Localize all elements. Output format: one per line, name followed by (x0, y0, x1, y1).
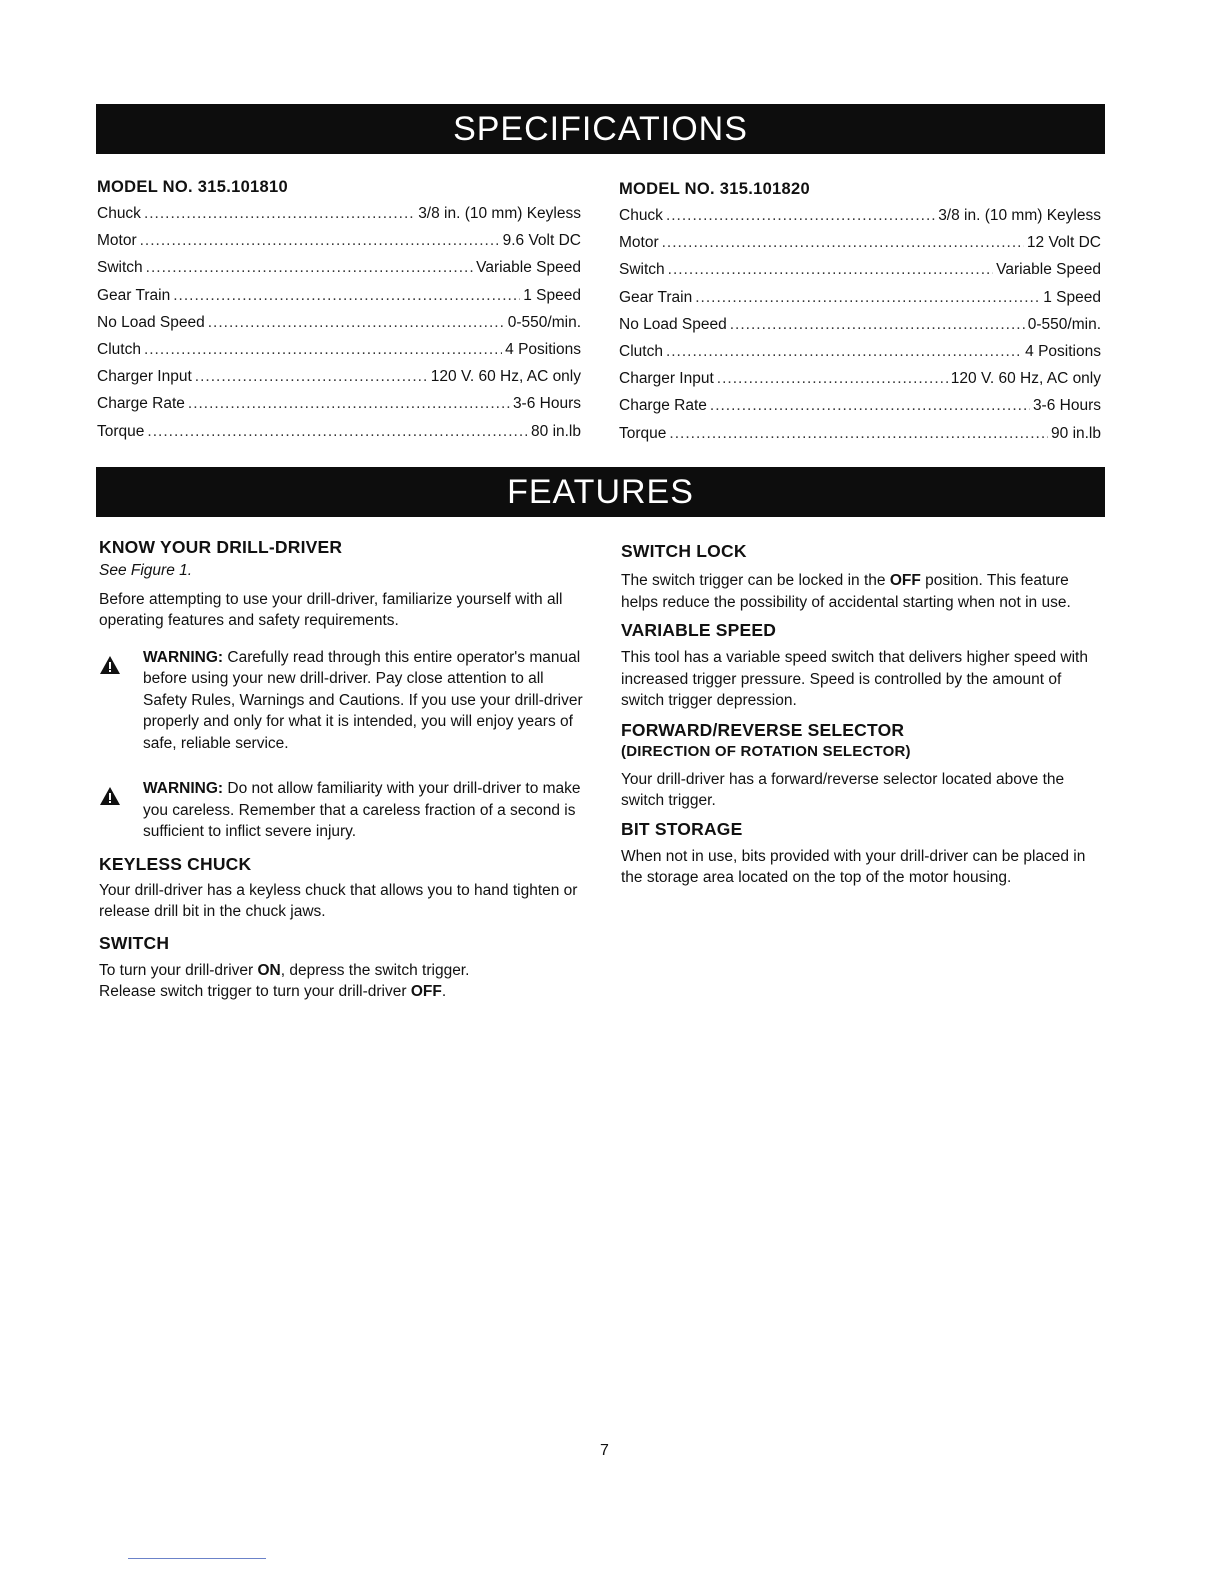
leader-dots (730, 316, 1025, 334)
spec-value: 120 V. 60 Hz, AC only (430, 368, 581, 386)
spec-label: Torque (619, 424, 667, 442)
spec-value: 120 V. 60 Hz, AC only (950, 370, 1101, 388)
warning-triangle-icon (99, 655, 121, 675)
model-number: MODEL NO. 315.101810 (97, 178, 288, 196)
specifications-heading: SPECIFICATIONS (453, 109, 748, 148)
leader-dots (195, 368, 428, 386)
spec-row (619, 397, 1101, 424)
spec-column-model-1 (97, 178, 581, 450)
switch-lock-body (621, 570, 1105, 613)
features-right-column (621, 540, 1105, 889)
leader-dots (666, 207, 935, 225)
spec-row (619, 234, 1101, 261)
spec-row (97, 287, 581, 314)
spec-row (619, 343, 1101, 370)
switch-line-1 (99, 960, 587, 982)
off-keyword: OFF (889, 572, 921, 589)
spec-label: Motor (97, 232, 137, 250)
leader-dots (188, 395, 510, 413)
bit-storage-heading: BIT STORAGE (621, 818, 743, 839)
spec-label: Torque (97, 422, 145, 440)
warning-body: Carefully read through this entire operator's manual before using your new drill-driver. Pay close attention to all Safety Rules, Warnings and Cautions. If you use your drill-driver properly and only for what it is intended, you will enjoy years of safe, reliable service. (143, 648, 583, 752)
switch-line-2-end: . (441, 983, 447, 1000)
leader-dots (666, 343, 1022, 361)
spec-row (97, 395, 581, 422)
features-banner (96, 467, 1105, 517)
switch-lock-heading: SWITCH LOCK (621, 541, 747, 561)
leader-dots (710, 397, 1030, 415)
spec-label: No Load Speed (619, 315, 727, 333)
keyless-chuck-body: Your drill-driver has a keyless chuck that allows you to hand tighten or release drill bit in the chuck jaws. (99, 881, 578, 920)
model-number: MODEL NO. 315.101820 (619, 180, 810, 198)
spec-value: 0-550/min. (1027, 315, 1101, 333)
bit-storage-body: When not in use, bits provided with your drill-driver can be placed in the storage area located on the top of the motor housing. (621, 847, 1086, 886)
keyless-chuck-heading: KEYLESS CHUCK (99, 853, 252, 874)
leader-dots (173, 287, 520, 305)
spec-value: 4 Positions (505, 340, 581, 358)
know-your-drill-heading: KNOW YOUR DRILL-DRIVER (99, 537, 343, 557)
forward-reverse-body: Your drill-driver has a forward/reverse selector located above the switch trigger. (621, 770, 1065, 809)
warning-text (143, 778, 587, 843)
know-your-drill-body: Before attempting to use your drill-driver, familiarize yourself with all operating features and safety requirements. (99, 590, 563, 629)
leader-dots (662, 234, 1024, 252)
spec-column-model-2 (619, 180, 1101, 452)
spec-label: Switch (619, 261, 665, 279)
spec-value: 1 Speed (1043, 288, 1101, 306)
spec-value: 4 Positions (1025, 342, 1101, 360)
switch-lock-text: The switch trigger can be locked in the (621, 572, 890, 589)
leader-dots (140, 232, 500, 250)
spec-row (97, 205, 581, 232)
warning-triangle-icon (99, 786, 121, 806)
forward-reverse-heading: FORWARD/REVERSE SELECTOR (621, 719, 905, 740)
spec-value: 80 in.lb (531, 422, 581, 440)
spec-value: 9.6 Volt DC (502, 232, 581, 250)
switch-line-1-end: , depress the switch trigger. (280, 961, 470, 979)
spec-row (97, 368, 581, 395)
features-heading: FEATURES (507, 472, 694, 511)
page-number: 7 (600, 1442, 609, 1459)
spec-label: Switch (97, 259, 143, 277)
switch-heading: SWITCH (99, 932, 170, 953)
spec-row (97, 259, 581, 286)
leader-dots (668, 261, 993, 279)
warning-text (143, 647, 587, 755)
off-keyword: OFF (410, 983, 442, 1000)
warning-body: Do not allow familiarity with your drill-driver to make you careless. Remember that a careless fraction of a second is sufficient to inflict severe injury. (143, 780, 581, 840)
spec-value: 3/8 in. (10 mm) Keyless (418, 205, 581, 222)
forward-reverse-subheading: (DIRECTION OF ROTATION SELECTOR) (621, 742, 911, 760)
spec-row (619, 316, 1101, 343)
figure-reference: See Figure 1. (99, 562, 193, 579)
leader-dots (717, 370, 948, 388)
spec-label: Charger Input (97, 368, 192, 386)
spec-value: 1 Speed (523, 286, 581, 304)
spec-row (619, 370, 1101, 397)
spec-value: 90 in.lb (1051, 424, 1101, 442)
variable-speed-body: This tool has a variable speed switch that delivers higher speed with increased trigger pressure. Speed is controlled by the amount of switch trigger depression. (621, 649, 1088, 709)
on-keyword: ON (257, 961, 281, 979)
footer-rule (128, 1558, 266, 1559)
leader-dots (208, 314, 505, 332)
spec-value: 0-550/min. (507, 313, 581, 331)
spec-label: Charge Rate (97, 395, 185, 413)
switch-line-2-text: Release switch trigger to turn your drill-driver (99, 983, 411, 1000)
features-left-column (99, 536, 587, 1003)
leader-dots (147, 423, 528, 441)
switch-line-1-text: To turn your drill-driver (99, 961, 258, 979)
warning-label: WARNING: (143, 648, 224, 666)
spec-row (619, 261, 1101, 288)
spec-row (619, 289, 1101, 316)
specifications-banner (96, 104, 1105, 154)
warning-block (99, 647, 587, 755)
leader-dots (669, 425, 1048, 443)
leader-dots (695, 289, 1040, 307)
warning-label: WARNING: (143, 780, 224, 797)
spec-row (97, 341, 581, 368)
spec-label: Gear Train (619, 288, 693, 306)
spec-label: Clutch (619, 342, 663, 360)
switch-line-2 (99, 981, 587, 1003)
spec-row (97, 423, 581, 450)
spec-value: 12 Volt DC (1026, 234, 1101, 252)
spec-label: Motor (619, 234, 659, 252)
spec-label: No Load Speed (97, 313, 205, 331)
spec-value: 3-6 Hours (512, 395, 581, 413)
spec-label: Clutch (97, 340, 141, 358)
spec-row (97, 314, 581, 341)
warning-block (99, 778, 587, 843)
spec-label: Chuck (619, 207, 663, 224)
spec-value: Variable Speed (476, 259, 581, 277)
spec-value: Variable Speed (996, 261, 1101, 279)
spec-row (97, 232, 581, 259)
leader-dots (146, 259, 473, 277)
spec-value: 3-6 Hours (1032, 397, 1101, 415)
switch-lock-text-end: position. This feature helps reduce the possibility of accidental starting when not in use. (621, 572, 1071, 611)
spec-row (619, 207, 1101, 234)
spec-row (619, 425, 1101, 452)
spec-label: Charge Rate (619, 397, 707, 415)
leader-dots (144, 341, 502, 359)
spec-label: Chuck (97, 205, 141, 222)
leader-dots (144, 205, 415, 223)
spec-label: Charger Input (619, 370, 714, 388)
spec-value: 3/8 in. (10 mm) Keyless (938, 207, 1101, 224)
spec-label: Gear Train (97, 286, 171, 304)
variable-speed-heading: VARIABLE SPEED (621, 620, 777, 640)
